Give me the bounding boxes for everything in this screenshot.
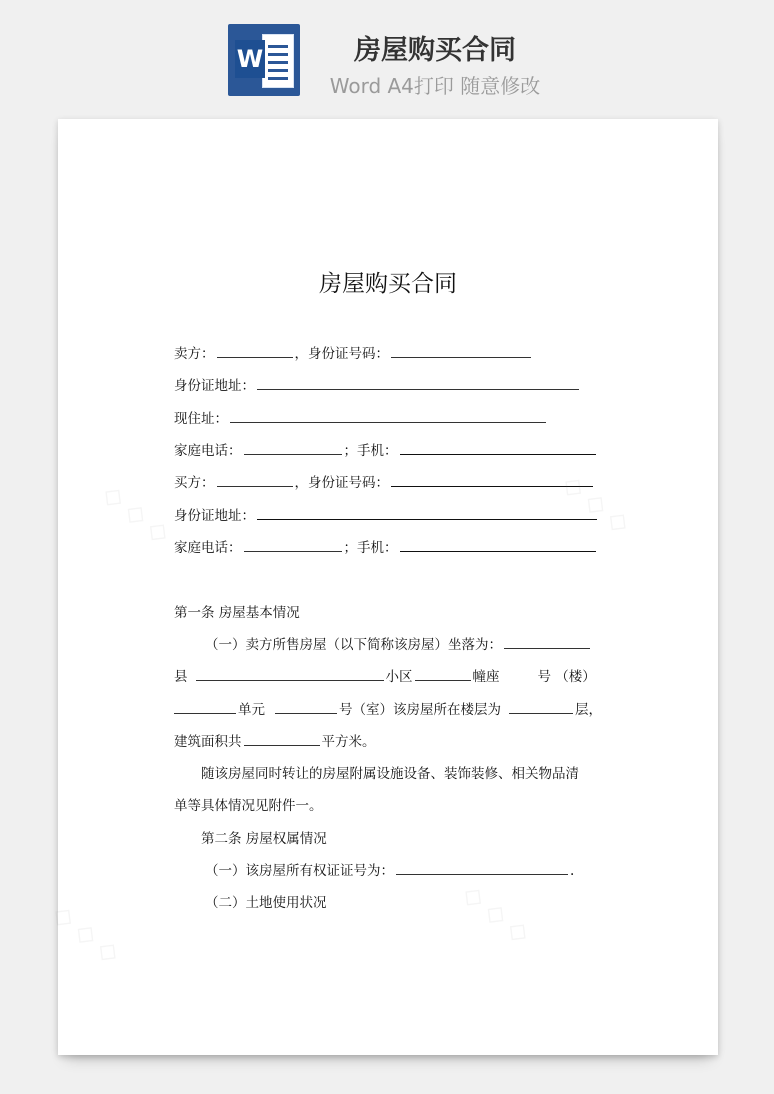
buyer-line: 买方： ，身份证号码： [174,474,595,492]
word-icon [228,24,300,96]
seller-id-address-line: 身份证地址： [174,377,581,395]
unit-blank [174,712,236,714]
seller-name-blank [217,356,293,358]
buyer-phone-line: 家庭电话： ；手机： [174,539,598,557]
floor-blank [509,712,573,714]
attachment-line-2: 单等具体情况见附件一。 [174,798,323,814]
article-1-heading: 第一条 房屋基本情况 [174,605,300,621]
watermark-decoration: ◇ ◇ ◇ [556,468,636,540]
seller-id-blank [391,356,531,358]
watermark-decoration: ◇ ◇ ◇ [46,898,126,970]
word-icon-sheet [262,34,294,88]
community-blank [415,679,471,681]
location-line: 县 小区 幢座 号 （楼） [174,669,596,685]
county-blank [196,679,384,681]
buyer-id-address-line: 身份证地址： [174,507,599,525]
document-title: 房屋购买合同 [319,271,457,297]
attachment-line-1: 随该房屋同时转让的房屋附属设施设备、装饰装修、相关物品清 [201,766,579,782]
buyer-id-address-blank [257,518,597,520]
word-icon-letter: W [235,40,265,78]
header-title: 房屋购买合同 [354,35,516,66]
seller-home-phone-blank [244,453,342,455]
watermark-decoration: ◇ ◇ ◇ [456,878,536,950]
buyer-home-phone-blank [244,550,342,552]
watermark-decoration: ◇ ◇ ◇ [96,478,176,550]
seller-mobile-blank [400,453,596,455]
seller-phone-line: 家庭电话： ；手机： [174,442,598,460]
ownership-cert-blank [396,873,568,875]
clause-2-2: （二）土地使用状况 [205,895,327,911]
document-page [46,119,718,1055]
seller-line: 卖方： ，身份证号码： [174,345,533,363]
room-blank [275,712,337,714]
header-subtitle: Word A4打印 随意修改 [329,74,541,98]
area-blank [244,744,320,746]
buyer-mobile-blank [400,550,596,552]
unit-line: 单元 号（室）该房屋所在楼层为 层， [174,701,602,719]
header [0,0,774,110]
location-blank [504,647,590,649]
article-2-heading: 第二条 房屋权属情况 [201,831,327,847]
seller-current-address-blank [230,421,546,423]
seller-id-address-blank [257,388,579,390]
buyer-id-blank [391,485,593,487]
buyer-name-blank [217,485,293,487]
clause-2-1: （一）该房屋所有权证证号为： . [205,863,575,879]
clause-1-1: （一）卖方所售房屋（以下简称该房屋）坐落为： [205,636,592,654]
area-line: 建筑面积共 平方米。 [174,734,376,750]
seller-current-address-line: 现住址： [174,410,548,428]
